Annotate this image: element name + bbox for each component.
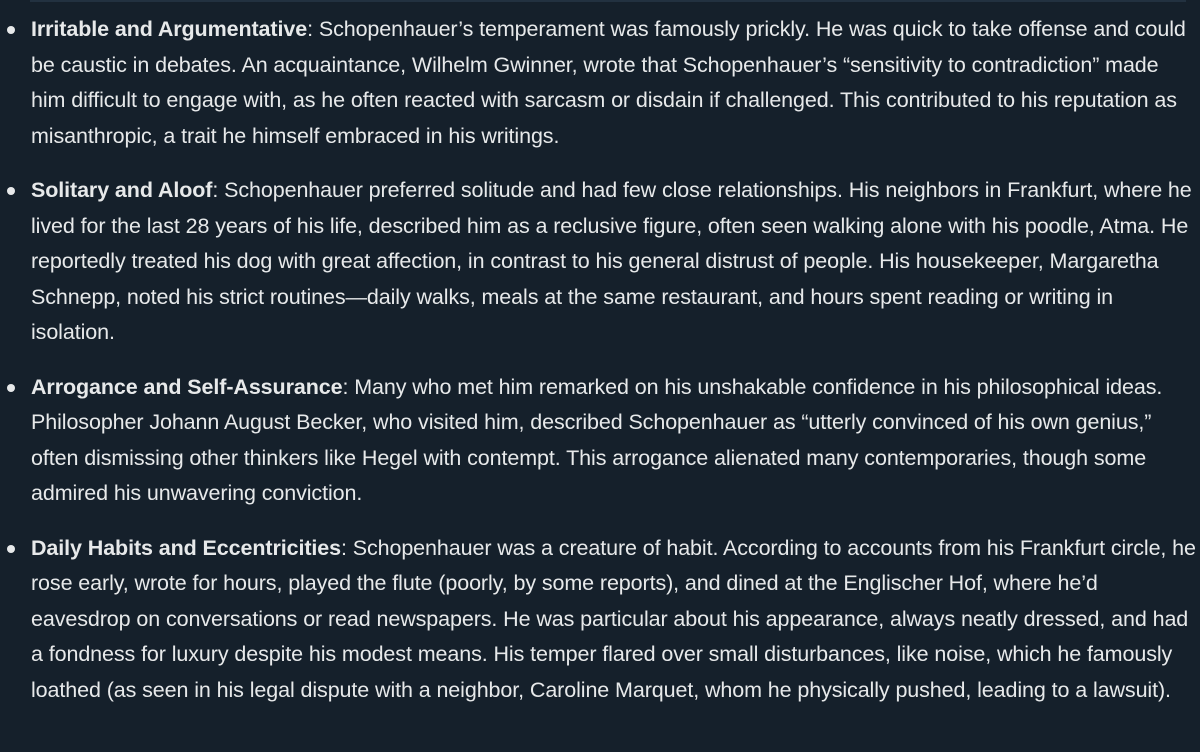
list-item — [0, 173, 1200, 351]
item-term: Arrogance and Self-Assurance — [31, 374, 343, 399]
list-item — [0, 370, 1200, 512]
list-item — [0, 12, 1200, 154]
bullet-list — [0, 12, 1200, 727]
divider — [30, 0, 1186, 2]
bullet-dot-icon — [7, 545, 15, 553]
list-item — [0, 531, 1200, 709]
item-term: Daily Habits and Eccentricities — [31, 535, 341, 560]
item-term: Irritable and Argumentative — [31, 17, 308, 41]
bullet-dot-icon — [7, 26, 15, 34]
bullet-dot-icon — [7, 187, 15, 195]
bullet-dot-icon — [7, 384, 15, 392]
item-term: Solitary and Aloof — [31, 178, 213, 202]
item-body: : Schopenhauer preferred solitude and had few close relationships. His neighbors in Frankfurt, where he lived for the last 28 years of his life, described him as a reclusive figure, often seen walking alone with his poodle, Atma. He reportedly treated his dog with great affection, in contrast to his general distrust of people. His housekeeper, Margaretha Schnepp, noted his strict routines—daily walks, meals at the same restaurant, and hours spent reading or writing in isolation. — [31, 178, 1192, 344]
item-body: : Schopenhauer was a creature of habit. According to accounts from his Frankfurt circle, he rose early, wrote for hours, played the flute (poorly, by some reports), and dined at the Englischer Hof, where he’d eavesdrop on conversations or read newspapers. He was particular about his appearance, always neatly dressed, and had a fondness for luxury despite his modest means. His temper flared over small disturbances, like noise, which he famously loathed (as seen in his legal dispute with a neighbor, Caroline Marquet, whom he physically pushed, leading to a lawsuit). — [31, 535, 1196, 702]
item-body: : Many who met him remarked on his unshakable confidence in his philosophical ideas. Philosopher Johann August Becker, who visited him, described Schopenhauer as “utterly convinced of his own genius,” often dismissing other thinkers like Hegel with contempt. This arrogance alienated many contemporaries, though some admired his unwavering conviction. — [31, 374, 1163, 505]
item-body: : Schopenhauer’s temperament was famously prickly. He was quick to take offense and could be caustic in debates. An acquaintance, Wilhelm Gwinner, wrote that Schopenhauer’s “sensitivity to contradiction” made him difficult to engage with, as he often reacted with sarcasm or disdain if challenged. This contributed to his reputation as misanthropic, a trait he himself embraced in his writings. — [31, 17, 1186, 148]
